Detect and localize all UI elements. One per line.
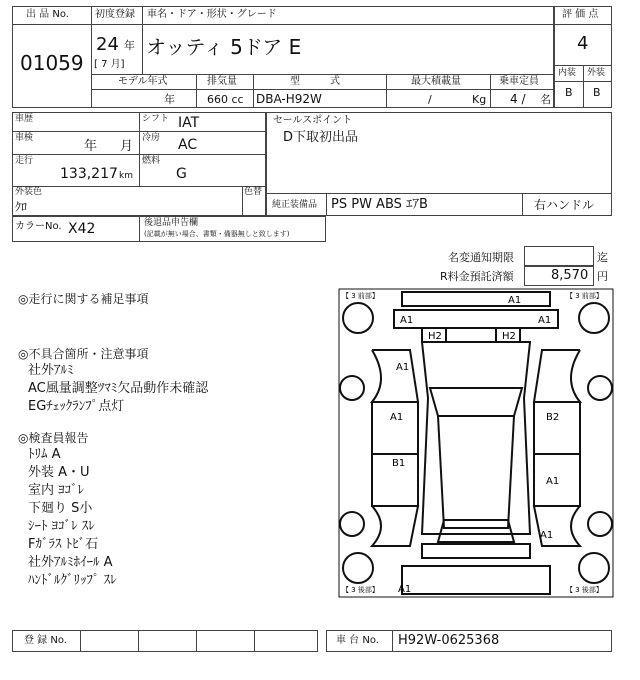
sales-point-label: セールスポイント (273, 115, 353, 126)
inspector-item: Fｶﾞﾗｽ ﾄﾋﾞ石 (28, 537, 99, 552)
ac-value: AC (178, 137, 198, 153)
left-rear-quarter-outline (372, 506, 418, 546)
front-bumper-outline (402, 292, 550, 306)
shift-label: シフト (142, 114, 170, 124)
exterior-grade: B (593, 86, 601, 99)
max-load-label: 最大積載量 (411, 76, 461, 87)
mark-rear-door-left: B1 (392, 458, 406, 469)
interior-label: 内装 (558, 68, 577, 78)
registration-no-label: 登 録 No. (24, 635, 67, 646)
interior-grade: B (565, 86, 573, 99)
shift-value: IAT (178, 115, 200, 131)
displacement: 660 cc (207, 93, 244, 106)
defect-item: AC風量調整ﾂﾏﾐ欠品動作未確認 (28, 381, 209, 396)
driving-notes-heading: ◎走行に関する補足事項 (18, 292, 149, 306)
fuel-value: G (176, 166, 187, 182)
rear-bumper-outline (402, 566, 550, 594)
aftermarket-note: (記載が無い場合、書類・備器無しと致します) (144, 230, 290, 238)
corner-label-br: 【 3 後部】 (566, 586, 603, 594)
roof-outline (438, 416, 514, 528)
inspector-item: ｼｰﾄ ﾖｺﾞﾚ ｽﾚ (28, 519, 95, 534)
left-front-door-outline (372, 402, 418, 454)
recycle-fee-value: 8,570 (551, 268, 589, 283)
wheel-mid-left (340, 376, 364, 400)
mark-headlight-right: H2 (502, 331, 516, 342)
wheel-rear-left (343, 553, 373, 583)
left-front-fender-outline (372, 350, 418, 402)
max-load-unit: Kg (472, 93, 487, 106)
score-label: 評 価 点 (562, 9, 599, 20)
max-load-slash: / (428, 93, 432, 106)
inspector-item: 室内 ﾖｺﾞﾚ (28, 483, 85, 498)
inspector-item: 下廻り S小 (28, 501, 93, 516)
first-registration-month: [ 7 月] (94, 59, 125, 70)
color-label: 外装色 (15, 187, 43, 197)
diagram-frame (339, 289, 613, 597)
defects-heading: ◎不具合箇所・注意事項 (18, 347, 149, 361)
name-change-label: 名変通知期限 (448, 251, 514, 264)
inspector-item: ﾊﾝﾄﾞﾙｸﾞﾘｯﾌﾟ ｽﾚ (28, 573, 117, 588)
mileage-value: 133,217 (60, 166, 118, 182)
steering-value: 右ハンドル (534, 198, 595, 212)
wheel-front-right (579, 303, 609, 333)
inspector-item: 外装 A・U (28, 465, 90, 480)
model-year-label: モデル年式 (118, 76, 168, 87)
mark-rear-quarter-right: A1 (540, 530, 554, 541)
first-registration-year: 24 (96, 34, 119, 55)
chassis-no-value: H92W-0625368 (398, 633, 500, 648)
recycle-fee-label: R料金預託済額 (440, 270, 514, 283)
sales-point-value: D下取初出品 (283, 130, 359, 145)
capacity-label: 乗車定員 (499, 76, 539, 87)
model-code-label: 型 式 (290, 76, 340, 87)
model-code: DBA-H92W (256, 92, 322, 106)
inspector-heading: ◎検査員報告 (18, 431, 89, 445)
aftermarket-label: 後退品申告欄 (144, 218, 199, 228)
inspector-item: 社外ｱﾙﾐﾎｲｰﾙ A (28, 555, 113, 570)
inspection-year-unit: 年 (84, 139, 98, 154)
year-unit: 年 (124, 39, 135, 52)
mark-rear-bumper: A1 (398, 584, 412, 595)
capacity-unit: 名 (540, 93, 551, 106)
windshield-outline (430, 388, 522, 416)
corner-label-tl: 【 3 前部】 (342, 292, 379, 300)
exterior-label: 外装 (587, 68, 606, 78)
mileage-unit: km (119, 171, 133, 181)
ac-label: 冷房 (142, 133, 161, 143)
car-name-label: 車名・ドア・形状・グレード (147, 9, 277, 20)
rear-glass-outline (438, 520, 514, 542)
mark-hood-right: A1 (538, 315, 552, 326)
overall-score: 4 (577, 33, 589, 54)
car-damage-diagram (338, 288, 614, 598)
recycle-fee-unit: 円 (597, 270, 608, 283)
mark-hood-left: A1 (400, 315, 414, 326)
corner-label-bl: 【 3 後部】 (342, 586, 379, 594)
wheel-mid-left-rear (340, 512, 364, 536)
model-year-unit: 年 (164, 93, 175, 106)
chassis-no-label: 車 台 No. (336, 635, 379, 646)
equipment-label: 純正装備品 (272, 200, 318, 210)
inspection-month-unit: 月 (120, 139, 134, 154)
fuel-label: 燃料 (142, 156, 161, 166)
mark-front-door-left: A1 (390, 412, 404, 423)
color-no-label: カラーNo. (15, 221, 62, 232)
mark-rear-door-right: A1 (546, 476, 560, 487)
capacity: 4 / (510, 92, 526, 106)
mark-front-door-right: B2 (546, 412, 560, 423)
lot-number: 01059 (20, 51, 84, 75)
inspector-item: ﾄﾘﾑ A (28, 447, 61, 462)
mark-front-bumper: A1 (508, 295, 522, 306)
mileage-label: 走行 (15, 156, 34, 166)
defect-item: EGﾁｪｯｸﾗﾝﾌﾟ点灯 (28, 399, 125, 414)
wheel-front-left (343, 303, 373, 333)
right-front-door-outline (534, 402, 580, 454)
name-change-field (524, 246, 594, 266)
color-value: ｸﾛ (15, 200, 28, 214)
mark-headlight-left: H2 (428, 331, 442, 342)
displacement-label: 排気量 (207, 76, 237, 87)
wheel-mid-right (588, 376, 612, 400)
color-change-label: 色替 (244, 187, 263, 197)
mark-front-fender-left: A1 (396, 362, 410, 373)
history-label: 車歴 (15, 114, 34, 124)
name-change-unit: 迄 (597, 251, 608, 264)
equipment-value: PS PW ABS ｴｱB (331, 197, 428, 212)
right-front-fender-outline (534, 350, 580, 402)
trunk-outline (422, 544, 530, 558)
car-name: オッティ 5ドア E (146, 35, 302, 59)
wheel-mid-right-rear (588, 512, 612, 536)
color-no-value: X42 (68, 221, 96, 237)
wheel-rear-right (579, 553, 609, 583)
hood-outline (394, 310, 558, 328)
corner-label-tr: 【 3 前部】 (566, 292, 603, 300)
inspection-label: 車検 (15, 133, 34, 143)
defect-item: 社外ｱﾙﾐ (28, 363, 74, 378)
first-registration-label: 初度登録 (95, 9, 135, 20)
lot-number-label: 出 品 No. (26, 9, 69, 20)
